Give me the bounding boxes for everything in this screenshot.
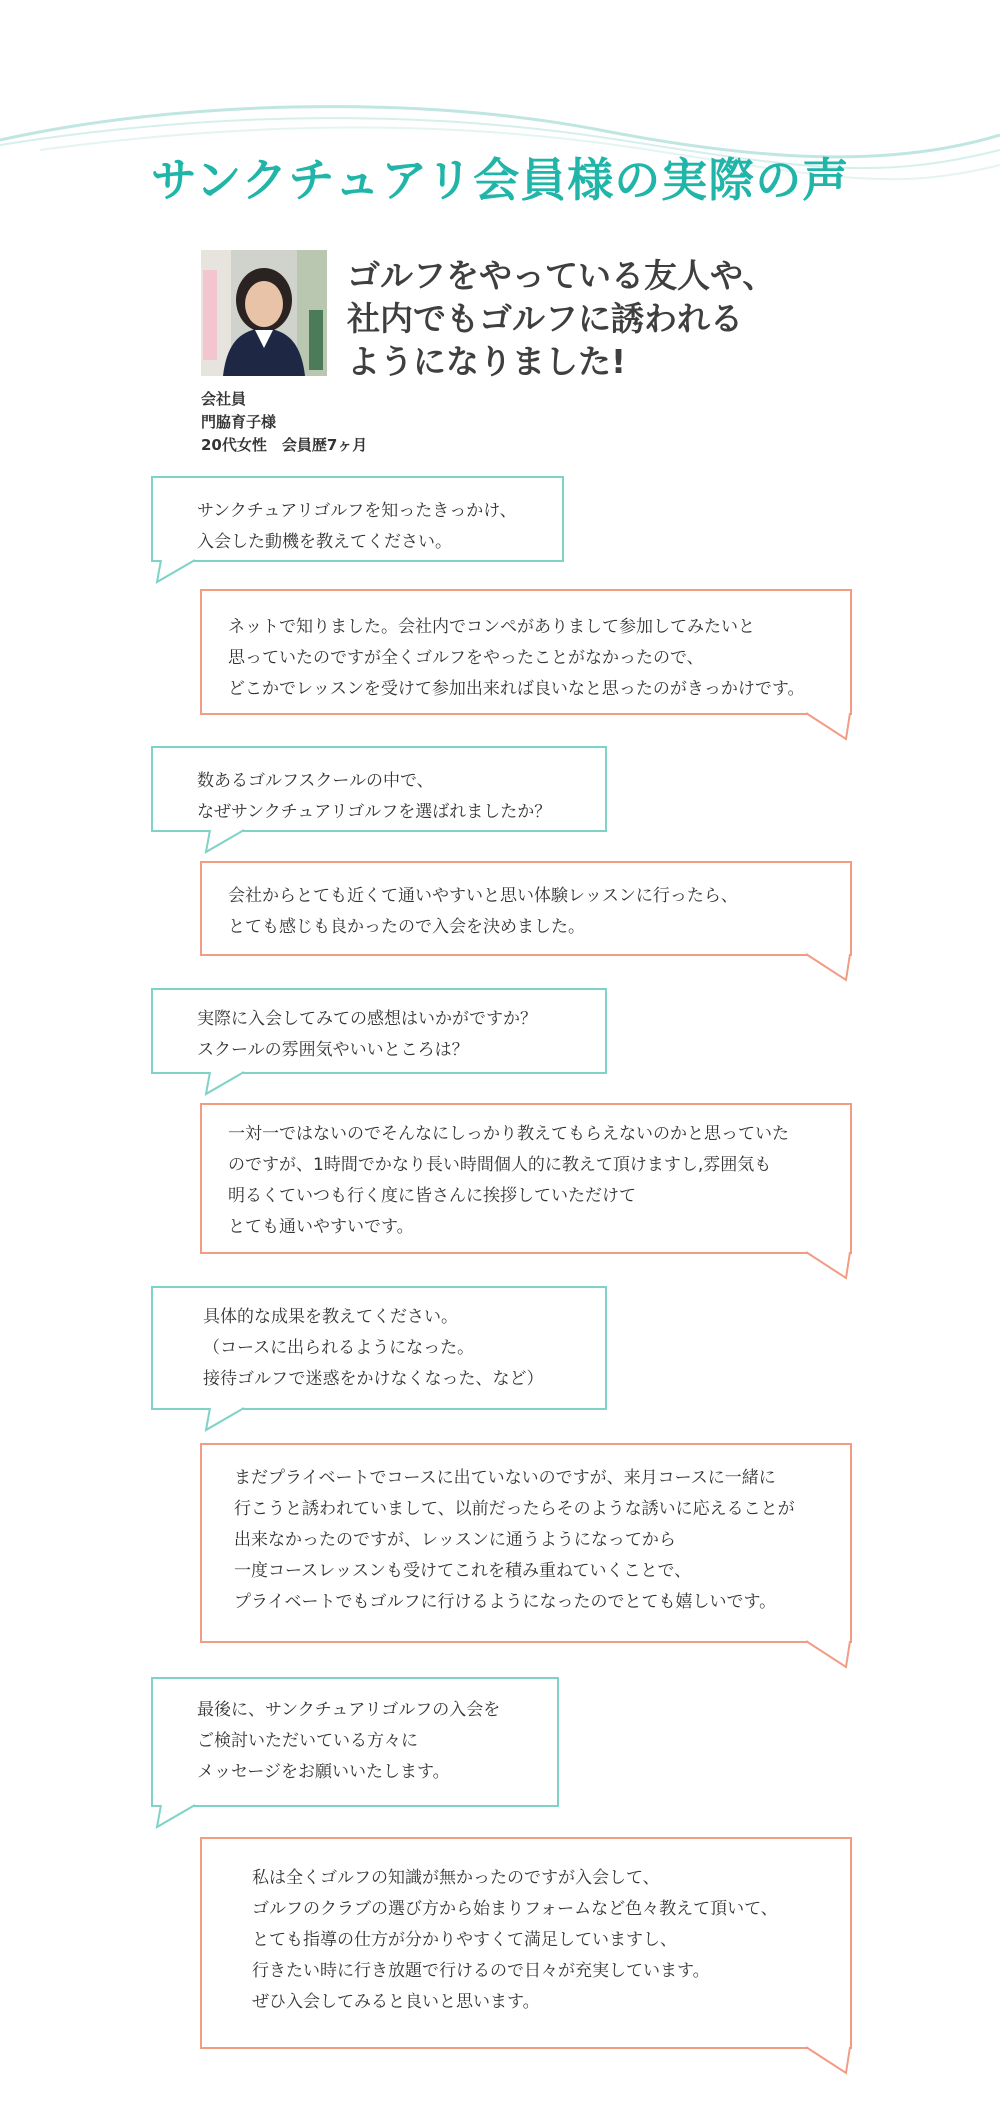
answer-text: 明るくていつも行く度に皆さんに挨拶していただけて (228, 1186, 636, 1206)
answer-bubble (200, 1443, 852, 1643)
question-bubble (151, 476, 564, 562)
answer-text: 私は全くゴルフの知識が無かったのですが入会して、 (252, 1868, 660, 1888)
answer-text: ネットで知りました。会社内でコンペがありまして参加してみたいと (228, 617, 755, 637)
answer-text: とても通いやすいです。 (228, 1217, 414, 1237)
answer-text: どこかでレッスンを受けて参加出来れば良いなと思ったのがきっかけです。 (228, 679, 805, 699)
answer-bubble (200, 589, 852, 715)
question-text: （コースに出られるようになった。 (203, 1338, 475, 1358)
answer-bubble (200, 1837, 852, 2049)
question-text: 入会した動機を教えてください。 (197, 532, 452, 552)
question-bubble (151, 988, 607, 1074)
question-text: 接待ゴルフで迷惑をかけなくなった、など） (203, 1369, 544, 1389)
member-photo (201, 250, 327, 376)
answer-text: 思っていたのですが全くゴルフをやったことがなかったので、 (228, 648, 704, 668)
answer-text: まだプライベートでコースに出ていないのですが、来月コースに一緒に (234, 1468, 776, 1488)
question-bubble-tail (200, 1408, 250, 1434)
question-bubble-tail (151, 560, 201, 584)
answer-text: プライベートでもゴルフに行けるようになったのでとても嬉しいです。 (234, 1592, 777, 1612)
answer-bubble-tail (806, 2047, 856, 2075)
answer-bubble (200, 861, 852, 956)
question-bubble-tail (200, 1072, 250, 1098)
question-text: サンクチュアリゴルフを知ったきっかけ、 (197, 501, 517, 521)
answer-text: のですが、1時間でかなり長い時間個人的に教えて頂けますし,雰囲気も (228, 1155, 772, 1175)
headline-line: 社内でもゴルフに誘われる (347, 299, 743, 338)
answer-text: 会社からとても近くて通いやすいと思い体験レッスンに行ったら、 (228, 886, 738, 906)
question-text: 数あるゴルフスクールの中で、 (197, 771, 434, 791)
headline-line: ゴルフをやっている友人や、 (347, 256, 776, 295)
answer-text: 一度コースレッスンも受けてこれを積み重ねていくことで、 (234, 1561, 692, 1581)
answer-text: 行こうと誘われていまして、以前だったらそのような誘いに応えることが (234, 1499, 795, 1519)
question-text: 最後に、サンクチュアリゴルフの入会を (197, 1700, 501, 1720)
question-bubble (151, 1677, 559, 1807)
question-text: スクールの雰囲気やいいところは？ (197, 1040, 469, 1060)
answer-bubble (200, 1103, 852, 1254)
question-bubble-tail (151, 1805, 201, 1831)
answer-text: 行きたい時に行き放題で行けるので日々が充実しています。 (252, 1961, 710, 1981)
question-text: メッセージをお願いいたします。 (197, 1762, 450, 1782)
answer-text: ゴルフのクラブの選び方から始まりフォームなど色々教えて頂いて、 (252, 1899, 778, 1919)
question-text: 実際に入会してみての感想はいかがですか？ (197, 1009, 537, 1029)
answer-text: 出来なかったのですが、レッスンに通うようになってから (234, 1530, 676, 1550)
answer-bubble-tail (806, 1641, 856, 1669)
answer-bubble-tail (806, 713, 856, 741)
answer-bubble-tail (806, 1252, 856, 1280)
question-text: なぜサンクチュアリゴルフを選ばれましたか？ (197, 802, 552, 822)
member-details: 20代女性 会員歴7ヶ月 (201, 436, 368, 454)
answer-text: とても感じも良かったので入会を決めました。 (228, 917, 585, 937)
answer-text: ぜひ入会してみると良いと思います。 (252, 1992, 540, 2012)
question-text: 具体的な成果を教えてください。 (203, 1307, 458, 1327)
question-text: ご検討いただいている方々に (197, 1731, 418, 1751)
member-name: 門脇育子様 (201, 413, 277, 431)
question-bubble (151, 746, 607, 832)
member-profile (201, 388, 367, 457)
headline-line: ようになりました! (347, 342, 627, 381)
answer-text: 一対一ではないのでそんなにしっかり教えてもらえないのかと思っていた (228, 1124, 789, 1144)
answer-bubble-tail (806, 954, 856, 982)
headline (347, 254, 867, 383)
page-title: サンクチュアリ会員様の実際の声 (150, 153, 850, 207)
answer-text: とても指導の仕方が分かりやすくて満足していますし、 (252, 1930, 677, 1950)
question-bubble (151, 1286, 607, 1410)
question-bubble-tail (200, 830, 250, 856)
member-occupation: 会社員 (201, 390, 247, 408)
